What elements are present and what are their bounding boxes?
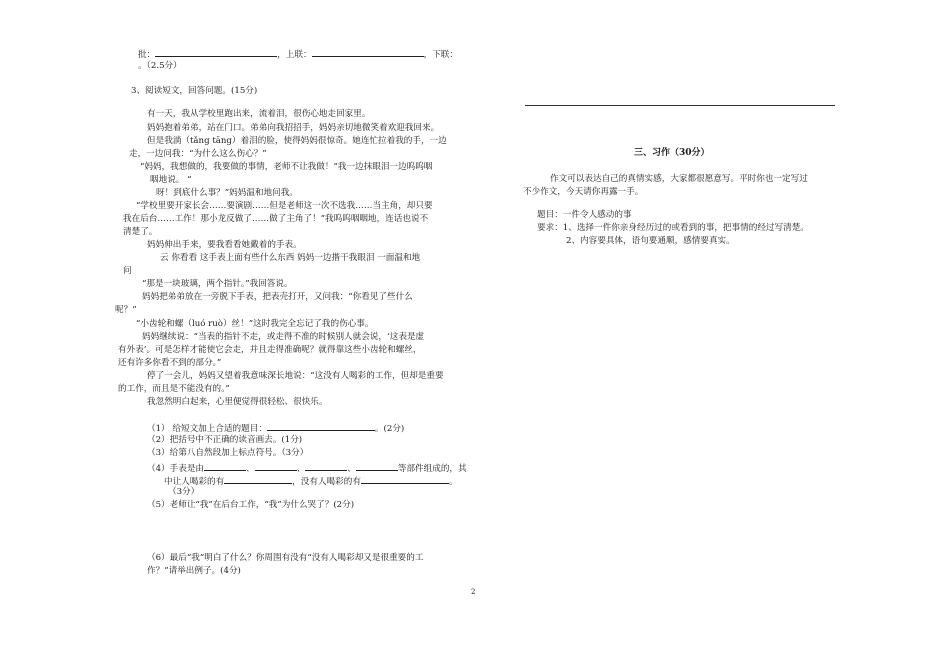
question-5: （5）老师让“我”在后台工作，“我”为什么哭了？(2分) [147, 500, 355, 510]
shanglian-label: ，上联： [277, 50, 312, 60]
story-line: 妈妈把弟弟放在一旁脱下手表，把表壳打开，又问我：“你看见了些什么 [142, 292, 413, 302]
story-line: “那是一块玻璃，两个指针。”我回答说。 [142, 279, 293, 289]
question-4-text: 中让人喝彩的有 [164, 477, 225, 487]
answer-blank[interactable] [312, 47, 424, 57]
question-4-text: 。 [448, 477, 458, 487]
answer-blank[interactable] [155, 47, 277, 57]
writing-topic: 题目：一件令人感动的事 [537, 210, 632, 220]
story-line: 清楚了。 [123, 227, 158, 237]
writing-intro: 作文可以表达自己的真情实感，大家都很愿意写。平时你也一定写过 [550, 174, 808, 184]
answer-line[interactable] [525, 105, 835, 106]
writing-requirement: 要求：1、选择一件你亲身经历过的或看到的事，把事情的经过写清楚。 [537, 223, 809, 233]
question-4-score: （3分） [168, 487, 200, 497]
story-line: 还有许多你看不到的部分。” [118, 358, 222, 368]
story-line: 我在后台……工作！那小龙反做了……做了主角了！”我呜呜咽咽地，连话也说不 [123, 214, 429, 224]
story-line: “学校里要开家长会……要演剧……但是老师这一次不选我……当主角，却只要 [136, 201, 433, 211]
question-4-text: （4）手表是由 [147, 464, 205, 474]
separator: 、 [296, 464, 306, 474]
question-3: （3）给第八自然段加上标点符号。（3分） [147, 448, 309, 458]
story-line: 走，一边问我：“为什么这么伤心？” [129, 149, 267, 159]
writing-intro: 不少作文，今天请你再露一手。 [523, 187, 644, 197]
story-line: 呢？” [115, 305, 137, 315]
story-line: 但是我淌（tǎng tāng）着泪的脸，使得妈妈很惊奇。她连忙拉着我的手，一边 [147, 136, 447, 146]
pizhu-label: 批： [138, 50, 156, 60]
story-line: 妈妈继续说：“当表的指针不走，或走得不准的时候别人就会说，‘这表是虚 [142, 332, 425, 342]
question-1-text: （1） 给短文加上合适的题目： [147, 424, 267, 434]
story-line: 云 你看看 这手表上面有些什么东西 妈妈一边揩干我眼泪 一面温和地 [160, 253, 421, 263]
writing-requirement: 2、内容要具体，语句要通顺，感情要真实。 [566, 236, 735, 246]
story-line: 有外表’。可是怎样才能使它会走，并且走得准确呢？就得靠这些小齿轮和螺丝， [118, 345, 422, 355]
story-line: 问 [123, 266, 132, 276]
answer-blank[interactable] [356, 461, 398, 471]
section-title: 三、习作（30分） [634, 148, 710, 158]
answer-blank[interactable] [305, 461, 347, 471]
question-2: （2）把括号中不正确的读音画去。(1分) [147, 435, 303, 445]
story-line: 我忽然明白起来，心里便觉得很轻松、很快乐。 [147, 397, 328, 407]
xialian-label: ，下联： [423, 50, 458, 60]
question-1-score: 。(2分) [374, 424, 405, 434]
answer-blank[interactable] [255, 461, 297, 471]
separator: 、 [347, 464, 356, 474]
answer-blank[interactable] [267, 421, 375, 431]
question-4-text: 等部件组成的，其 [397, 464, 467, 474]
story-line: 有一天，我从学校里跑出来，流着泪，很伤心地走回家里。 [147, 109, 371, 119]
story-line: “小齿轮和螺（luó ruò）丝！”这时我完全忘记了我的伤心事。 [136, 319, 374, 329]
answer-blank[interactable] [204, 461, 246, 471]
question-1 [147, 421, 404, 435]
answer-blank[interactable] [361, 474, 449, 484]
pizhu-line [138, 47, 458, 61]
question-4-cont [164, 474, 458, 488]
story-line: 妈妈抱着弟弟，站在门口。弟弟向我招招手，妈妈亲切地微笑着欢迎我回来。 [147, 123, 440, 133]
question-6-cont: 作？”请举出例子。(4分) [147, 566, 241, 576]
question-3-title: 3、阅读短文，回答问题。(15分) [131, 86, 258, 96]
story-line: 停了一会儿，妈妈又望着我意味深长地说：“这没有人喝彩的工作，但却是重要 [147, 371, 444, 381]
answer-blank[interactable] [224, 474, 292, 484]
pizhu-score: 。（2.5分） [138, 61, 182, 71]
story-line: 呀！到底什么事？”妈妈温和地问我。 [156, 188, 298, 198]
story-line: 咽地说。 “ [150, 175, 192, 185]
story-line: “妈妈，我想做的，我要做的事情，老师不让我做！”我一边抹眼泪一边呜呜咽 [140, 162, 433, 172]
story-line: 妈妈伸出手来，要我看看她戴着的手表。 [147, 240, 302, 250]
separator: 、 [246, 464, 255, 474]
question-4-text: ，没有人喝彩的有 [292, 477, 361, 487]
question-6: （6）最后“我”明白了什么？你周围有没有“没有人喝彩却又是很重要的工 [147, 553, 424, 563]
story-line: 的工作，而且是不能没有的。” [118, 384, 230, 394]
page-number: 2 [471, 588, 476, 596]
question-4 [147, 461, 467, 475]
